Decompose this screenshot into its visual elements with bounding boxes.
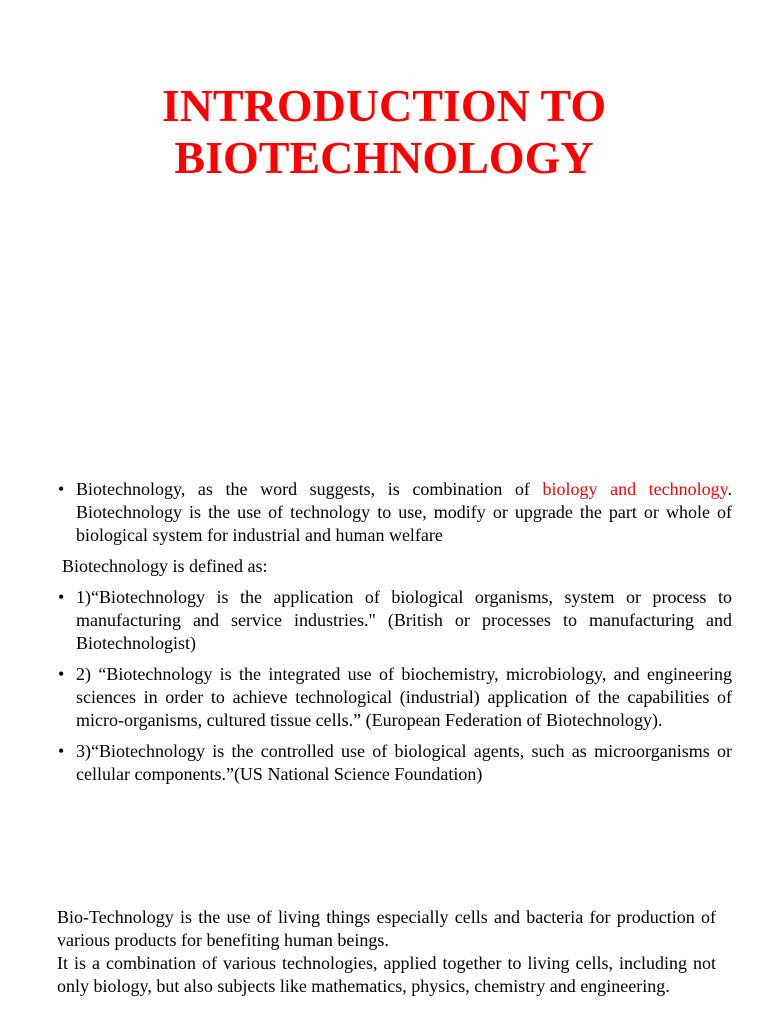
page-title — [0, 80, 768, 184]
definition-item-2 — [58, 663, 732, 732]
definitions-section — [58, 478, 732, 794]
definition-text: 1)“Biotechnology is the application of biological organisms, system or process to manufacturing and service industries." (British or processes to manufacturing and Biotechnologist) — [76, 587, 732, 653]
summary-paragraph-1: Bio-Technology is the use of living things especially cells and bacteria for production of various products for benefiting human beings. — [57, 907, 716, 950]
page-title-line-1: INTRODUCTION TO — [161, 80, 607, 131]
intro-bullet — [58, 478, 732, 547]
page-title-line-2: BIOTECHNOLOGY — [174, 132, 594, 183]
bullet-dot: • — [58, 479, 65, 499]
intro-text-before: Biotechnology, as the word suggests, is combination of — [76, 479, 543, 499]
definition-text: 3)“Biotechnology is the controlled use of biological agents, such as microorganisms or cellular components.”(US National Science Foundation) — [76, 741, 732, 784]
summary-section — [57, 906, 716, 998]
bullet-dot: • — [58, 587, 65, 607]
bullet-dot: • — [58, 741, 65, 761]
definition-item-3 — [58, 740, 732, 786]
definition-text: 2) “Biotechnology is the integrated use of biochemistry, microbiology, and engineering sciences in order to achieve technological (industrial) application of the capabilities of micro-organisms, cultured tissue cells.” (European Federation of Biotechnology). — [76, 664, 732, 730]
intro-highlight: biology and technology — [542, 479, 728, 499]
summary-paragraph-2: It is a combination of various technologies, applied together to living cells, including not only biology, but also subjects like mathematics, physics, chemistry and engineering. — [57, 953, 716, 996]
defined-as-label: Biotechnology is defined as: — [62, 556, 268, 576]
definition-item-1 — [58, 586, 732, 655]
intro-text-after: . Biotechnology is the use of technology to use, modify or upgrade the part or whole of biological system for industrial and human welfare — [76, 479, 732, 545]
bullet-dot: • — [58, 664, 65, 684]
